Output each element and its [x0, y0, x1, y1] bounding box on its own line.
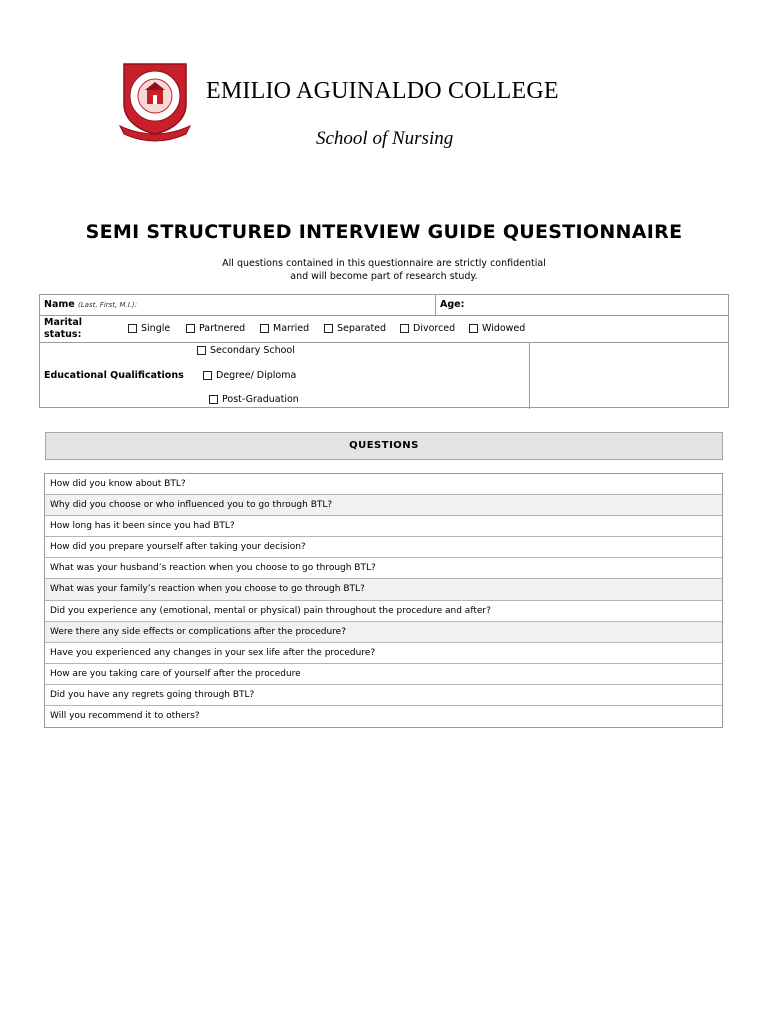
school-name: School of Nursing [316, 128, 454, 149]
question-row: How did you prepare yourself after taking your decision? [45, 537, 722, 558]
option-label: Married [273, 323, 310, 334]
confidentiality-line-2: and will become part of research study. [290, 271, 478, 282]
college-name: EMILIO AGUINALDO COLLEGE [206, 78, 559, 104]
option-label: Widowed [482, 323, 526, 334]
checkbox[interactable] [400, 324, 409, 333]
questions-header: QUESTIONS [45, 432, 723, 460]
marital-option-partnered[interactable] [186, 323, 245, 334]
question-row: How long has it been since you had BTL? [45, 516, 722, 537]
marital-option-widowed[interactable] [469, 323, 525, 334]
option-label: Separated [337, 323, 387, 334]
respondent-info-table [39, 294, 729, 408]
question-row: Why did you choose or who influenced you to go through BTL? [45, 495, 722, 516]
marital-status-label [44, 317, 82, 341]
question-row: Were there any side effects or complications after the procedure? [45, 622, 722, 643]
checkbox[interactable] [203, 371, 212, 380]
question-row: Did you experience any (emotional, mental or physical) pain throughout the procedure and after? [45, 601, 722, 622]
question-row: Will you recommend it to others? [50, 711, 200, 722]
checkbox[interactable] [186, 324, 195, 333]
marital-option-married[interactable] [260, 323, 309, 334]
option-label: Divorced [413, 323, 456, 334]
option-label: Post-Graduation [222, 394, 299, 405]
marital-option-single[interactable] [128, 323, 170, 334]
checkbox[interactable] [197, 346, 206, 355]
option-label: Secondary School [210, 345, 295, 356]
question-row: Did you have any regrets going through BTL? [45, 685, 722, 706]
checkbox[interactable] [260, 324, 269, 333]
option-label: Partnered [199, 323, 246, 334]
document-title: SEMI STRUCTURED INTERVIEW GUIDE QUESTIONNAIRE [85, 221, 683, 243]
checkbox[interactable] [469, 324, 478, 333]
marital-option-separated[interactable] [324, 323, 386, 334]
education-option-secondary[interactable] [197, 345, 295, 356]
confidentiality-line-1: All questions contained in this questionnaire are strictly confidential [222, 258, 546, 269]
marital-option-divorced[interactable] [400, 323, 455, 334]
checkbox[interactable] [128, 324, 137, 333]
education-option-degree[interactable] [203, 370, 296, 381]
education-label: Educational Qualifications [44, 370, 184, 381]
college-logo [116, 60, 194, 142]
name-label: Name [44, 299, 75, 310]
confidentiality-note [0, 257, 768, 283]
question-row: How did you know about BTL? [45, 474, 722, 495]
question-row: Have you experienced any changes in your sex life after the procedure? [45, 643, 722, 664]
question-row: What was your husband’s reaction when you choose to go through BTL? [45, 558, 722, 579]
checkbox[interactable] [209, 395, 218, 404]
marital-label-line-1: Marital [44, 317, 83, 328]
question-row: What was your family’s reaction when you choose to go through BTL? [45, 579, 722, 600]
option-label: Single [141, 323, 171, 334]
age-field[interactable] [440, 299, 464, 311]
option-label: Degree/ Diploma [216, 370, 297, 381]
age-label: Age: [440, 299, 465, 310]
question-row: How are you taking care of yourself after the procedure [45, 664, 722, 685]
marital-label-line-2: status: [44, 329, 82, 340]
name-field[interactable] [44, 299, 137, 311]
education-option-post-graduation[interactable] [209, 394, 299, 405]
name-hint: (Last, First, M.I.): [78, 301, 138, 309]
questions-list [44, 473, 723, 728]
checkbox[interactable] [324, 324, 333, 333]
